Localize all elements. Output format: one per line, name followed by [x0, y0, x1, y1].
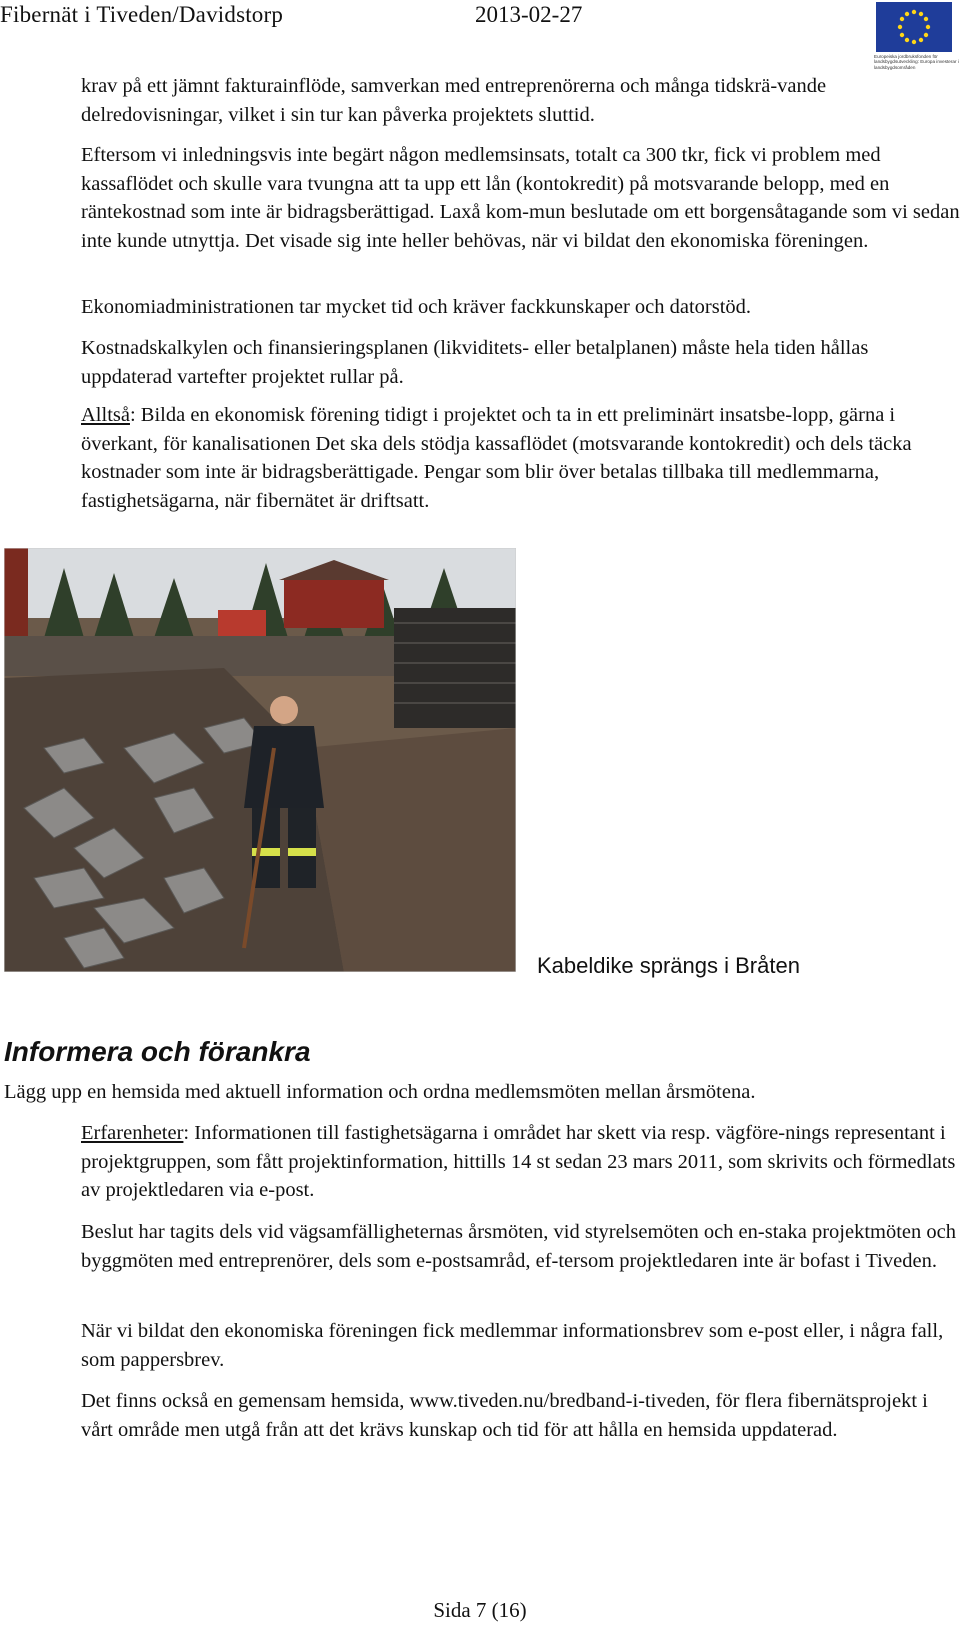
section-heading: Informera och förankra: [4, 1036, 311, 1067]
paragraph-5-text: : Bilda en ekonomisk förening tidigt i projektet och ta in ett preliminärt insatsbe-lopp, gärna i överkant, för kanalisationen Det ska dels stödja kassaflödet (motsvarande kontokredit) och dels täcka kostnader som inte är bidragsberättigade. Pengar som blir över betalas tillbaka till medlemmarna, fastighetsägarna, när fibernätet är driftsatt.: [81, 404, 912, 512]
paragraph-2: Eftersom vi inledningsvis inte begärt någon medlemsinsats, totalt ca 300 tkr, fick vi problem med kassaflödet och skulle vara tvungna att ta upp ett lån (kontokredit) på motsvarande belopp, med en räntekostnad som inte är bidragsberättigad. Laxå kom-mun beslutade om ett borgensåtagande som vi sedan inte kunde utnyttja. Det visade sig inte heller behövas, när vi bildat den ekonomiska föreningen.: [81, 144, 960, 252]
eu-logo-caption: Europeiska jordbruksfonden för landsbygdsutveckling: Europa investerar i landsbygdsområden: [874, 54, 959, 70]
document-header-title: Fibernät i Tiveden/Davidstorp: [0, 2, 284, 27]
section-paragraph-2: Beslut har tagits dels vid vägsamfälligheternas årsmöten, vid styrelsemöten och en-staka projektmöten och byggmöten med entreprenörer, dels som e-postsamråd, ef-tersom projektledaren inte är bofast i Tiveden.: [81, 1221, 957, 1272]
eu-stars-icon: [876, 2, 952, 52]
eu-logo: [874, 2, 960, 76]
document-header-date: 2013-02-27: [475, 2, 583, 27]
photo-caption: Kabeldike sprängs i Bråten: [537, 953, 800, 978]
section-paragraph-3: När vi bildat den ekonomiska föreningen fick medlemmar informationsbrev som e-post eller, i några fall, som pappersbrev.: [81, 1320, 944, 1371]
erfarenheter-label: Erfarenheter: [81, 1122, 184, 1144]
section-paragraph-1: [81, 1119, 960, 1205]
page-number: Sida 7 (16): [433, 1598, 527, 1622]
section-paragraph-4: Det finns också en gemensam hemsida, www.tiveden.nu/bredband-i-tiveden, för flera fibernätsprojekt i vårt område men utgå från att det krävs kunskap och tid för att hålla en hemsida uppdaterad.: [81, 1390, 928, 1441]
excavation-photo: [4, 548, 516, 972]
paragraph-3: Ekonomiadministrationen tar mycket tid och kräver fackkunskaper och datorstöd.: [81, 296, 752, 318]
paragraph-5: [81, 401, 960, 515]
paragraph-4: Kostnadskalkylen och finansieringsplanen (likviditets- eller betalplanen) måste hela tiden hållas uppdaterad vartefter projektet rullar på.: [81, 337, 869, 388]
section-paragraph-1-text: : Informationen till fastighetsägarna i området har skett via resp. vägföre-nings representant i projektgruppen, som fått projektinformation, hittills 14 st sedan 23 mars 2011, som skrivits och förmedlats av projektledaren via e-post.: [81, 1122, 956, 1201]
section-intro: Lägg upp en hemsida med aktuell information och ordna medlemsmöten mellan årsmötena.: [4, 1081, 756, 1103]
paragraph-1: krav på ett jämnt fakturainflöde, samverkan med entreprenörerna och många tidskrä-vande delredovisningar, vilket i sin tur kan påverka projektets sluttid.: [81, 75, 827, 126]
alltsa-label: Alltså: [81, 404, 130, 426]
eu-flag-icon: [876, 2, 952, 52]
